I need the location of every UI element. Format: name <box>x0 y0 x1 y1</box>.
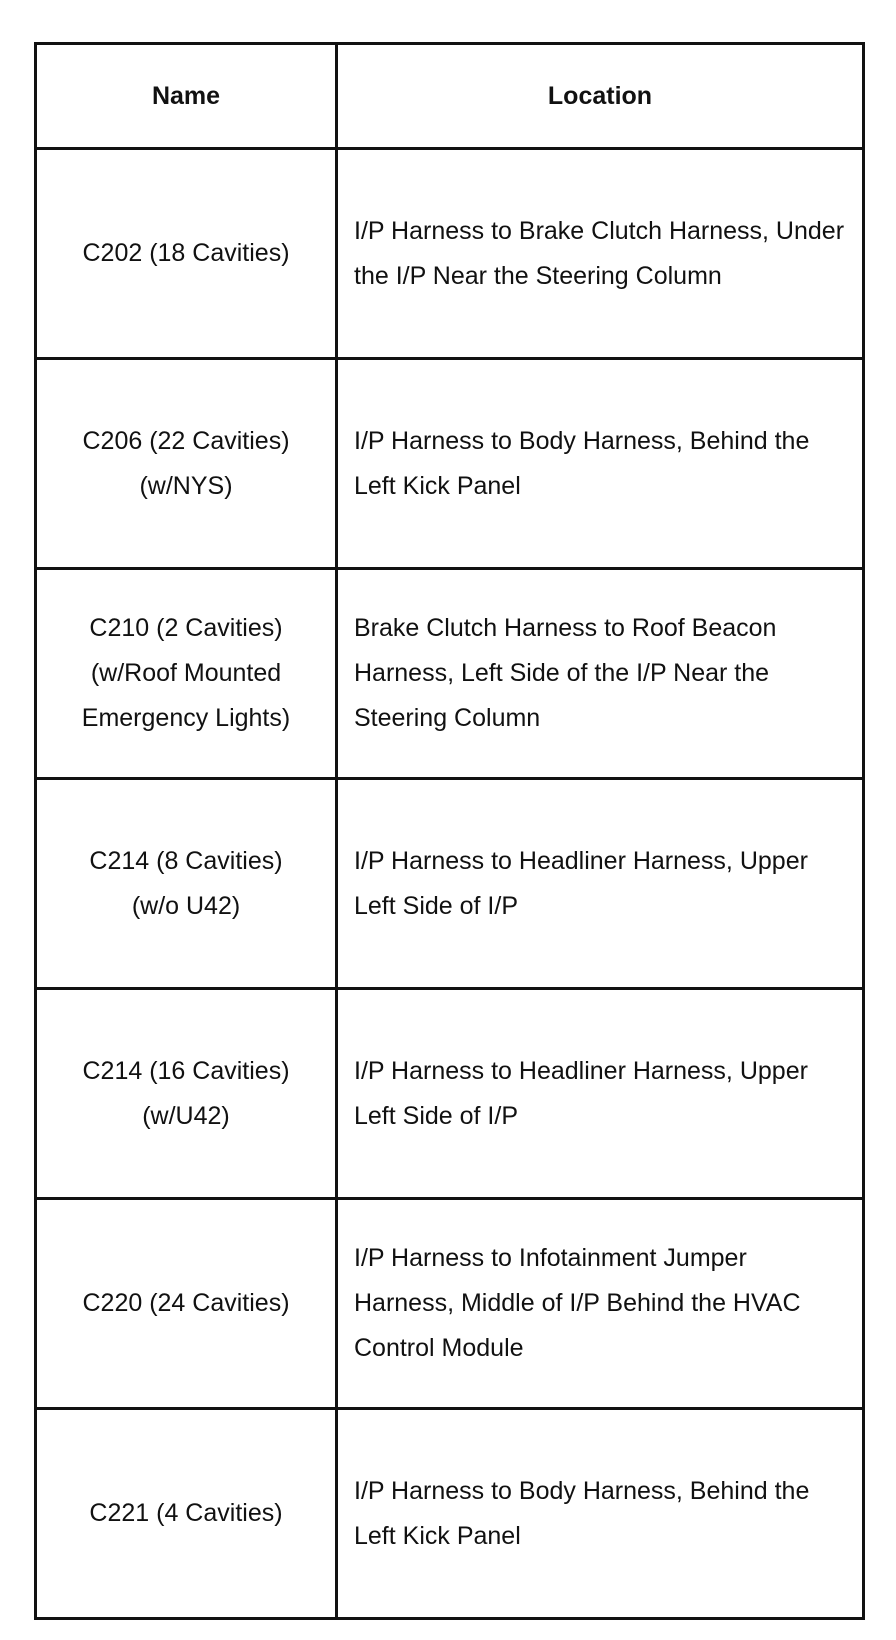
table-row <box>36 779 864 989</box>
table-row <box>36 1199 864 1409</box>
connector-location-cell: I/P Harness to Headliner Harness, Upper Left Side of I/P <box>337 989 864 1199</box>
connector-location-table <box>34 42 865 1620</box>
connector-name-cell: C206 (22 Cavities) (w/NYS) <box>36 359 337 569</box>
connector-location-cell: Brake Clutch Harness to Roof Beacon Harness, Left Side of the I/P Near the Steering Column <box>337 569 864 779</box>
connector-name-cell: C214 (16 Cavities) (w/U42) <box>36 989 337 1199</box>
name-column-header: Name <box>36 44 337 149</box>
connector-location-cell: I/P Harness to Brake Clutch Harness, Under the I/P Near the Steering Column <box>337 149 864 359</box>
connector-location-cell: I/P Harness to Body Harness, Behind the Left Kick Panel <box>337 359 864 569</box>
connector-name-cell: C210 (2 Cavities) (w/Roof Mounted Emergency Lights) <box>36 569 337 779</box>
table-row <box>36 569 864 779</box>
table-row <box>36 149 864 359</box>
location-column-header: Location <box>337 44 864 149</box>
table-header-row <box>36 44 864 149</box>
table-row <box>36 1409 864 1619</box>
connector-name-cell: C214 (8 Cavities) (w/o U42) <box>36 779 337 989</box>
connector-location-cell: I/P Harness to Body Harness, Behind the Left Kick Panel <box>337 1409 864 1619</box>
connector-name-cell: C202 (18 Cavities) <box>36 149 337 359</box>
connector-location-cell: I/P Harness to Infotainment Jumper Harness, Middle of I/P Behind the HVAC Control Module <box>337 1199 864 1409</box>
connector-location-cell: I/P Harness to Headliner Harness, Upper Left Side of I/P <box>337 779 864 989</box>
connector-name-cell: C220 (24 Cavities) <box>36 1199 337 1409</box>
table-row <box>36 989 864 1199</box>
table-row <box>36 359 864 569</box>
connector-name-cell: C221 (4 Cavities) <box>36 1409 337 1619</box>
